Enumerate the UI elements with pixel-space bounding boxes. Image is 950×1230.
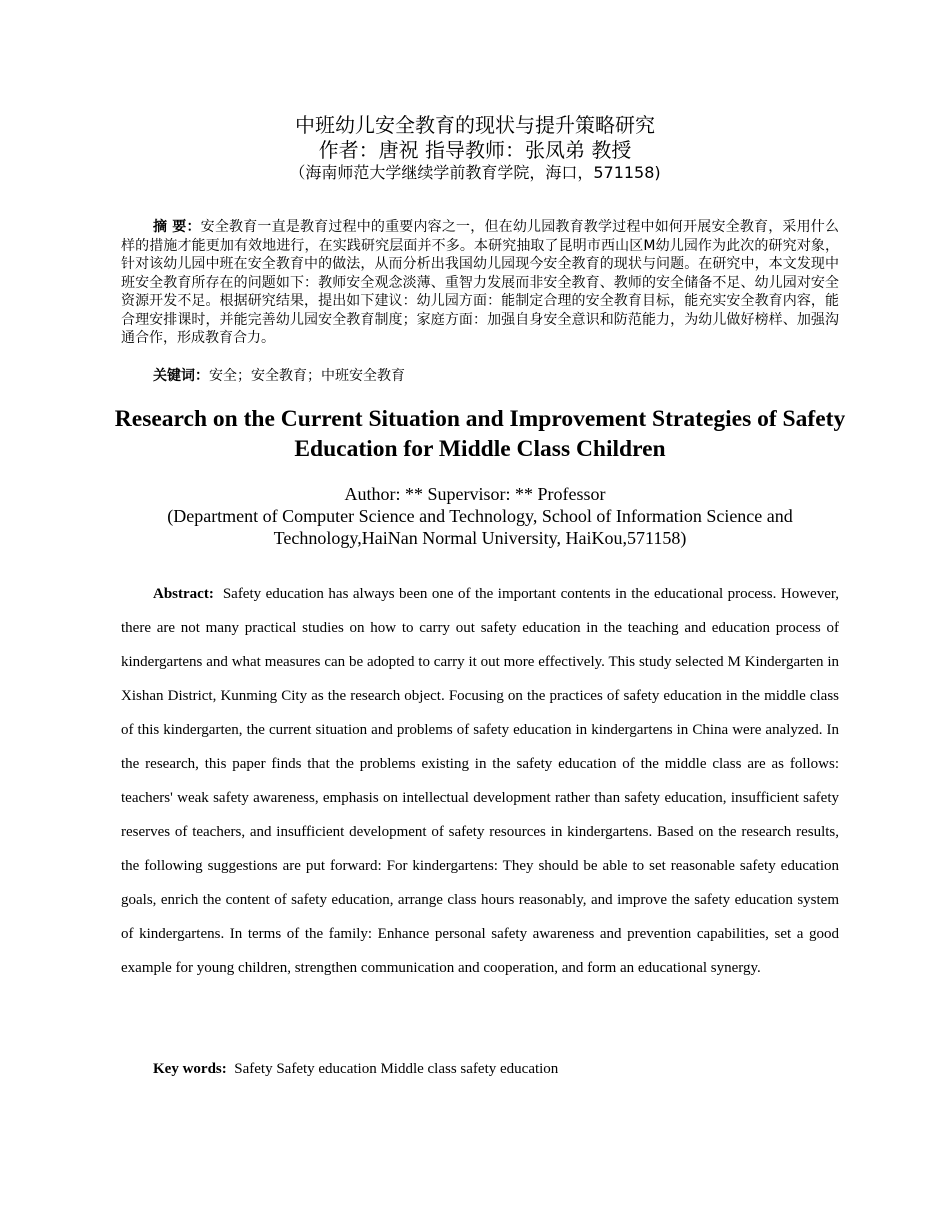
chinese-author-line: 作者：唐祝 指导教师：张凤弟 教授	[318, 138, 632, 162]
english-keywords-text: Safety Safety education Middle class safety education	[234, 1061, 559, 1077]
english-abstract	[121, 577, 839, 985]
english-keywords-label: Key words:	[153, 1061, 227, 1077]
chinese-title: 中班幼儿安全教育的现状与提升策略研究	[295, 113, 655, 137]
chinese-abstract-label: 摘 要：	[153, 219, 201, 235]
english-affiliation: (Department of Computer Science and Technology, School of Information Science and Technology,HaiNan Normal University, HaiKou,571158)	[167, 506, 793, 548]
english-keywords	[153, 1055, 558, 1083]
english-title: Research on the Current Situation and Improvement Strategies of Safety Education for Middle Class Children	[114, 406, 846, 462]
chinese-abstract-text: 安全教育一直是教育过程中的重要内容之一，但在幼儿园教育教学过程中如何开展安全教育，采用什么样的措施才能更加有效地进行，在实践研究层面并不多。本研究抽取了昆明市西山区M幼儿园作为此次的研究对象，针对该幼儿园中班在安全教育中的做法，从而分析出我国幼儿园现今安全教育的现状与问题。在研究中，本文发现中班安全教育所存在的问题如下：教师安全观念淡薄、重智力发展而非安全教育、教师的安全储备不足、幼儿园对安全资源开发不足。根据研究结果，提出如下建议：幼儿园方面：能制定合理的安全教育目标，能充实安全教育内容，能合理安排课时，并能完善幼儿园安全教育制度；家庭方面：加强自身安全意识和防范能力，为幼儿做好榜样、加强沟通合作，形成教育合力。	[121, 219, 840, 346]
chinese-keywords-text: 安全；安全教育；中班安全教育	[209, 368, 405, 384]
english-abstract-text: Safety education has always been one of the important contents in the educational process. However, there are not many practical studies on how to carry out safety education in the teaching and education process of kindergartens and what measures can be adopted to carry it out more effectively. This study selected M Kindergarten in Xishan District, Kunming City as the research object. Focusing on the practices of safety education in the middle class of this kindergarten, the current situation and problems of safety education in kindergartens in China were analyzed. In the research, this paper finds that the problems existing in the safety education of the middle class are as follows: teachers' weak safety awareness, emphasis on intellectual development rather than safety education, insufficient safety reserves of teachers, and insufficient development of safety resources in kindergartens. Based on the research results, the following suggestions are put forward: For kindergartens: They should be able to set reasonable safety education goals, enrich the content of safety education, arrange class hours reasonably, and improve the safety education system of kindergartens. In terms of the family: Enhance personal safety awareness and prevention capabilities, set a good example for young children, strengthen communication and cooperation, and form an educational synergy.	[121, 586, 840, 976]
chinese-abstract	[121, 218, 839, 348]
chinese-keywords	[153, 367, 405, 386]
english-abstract-label: Abstract:	[153, 586, 214, 602]
chinese-keywords-label: 关键词：	[153, 368, 209, 384]
chinese-affiliation: （海南师范大学继续学前教育学院，海口，571158)	[289, 163, 661, 182]
english-author-line: Author: ** Supervisor: ** Professor	[344, 484, 606, 504]
